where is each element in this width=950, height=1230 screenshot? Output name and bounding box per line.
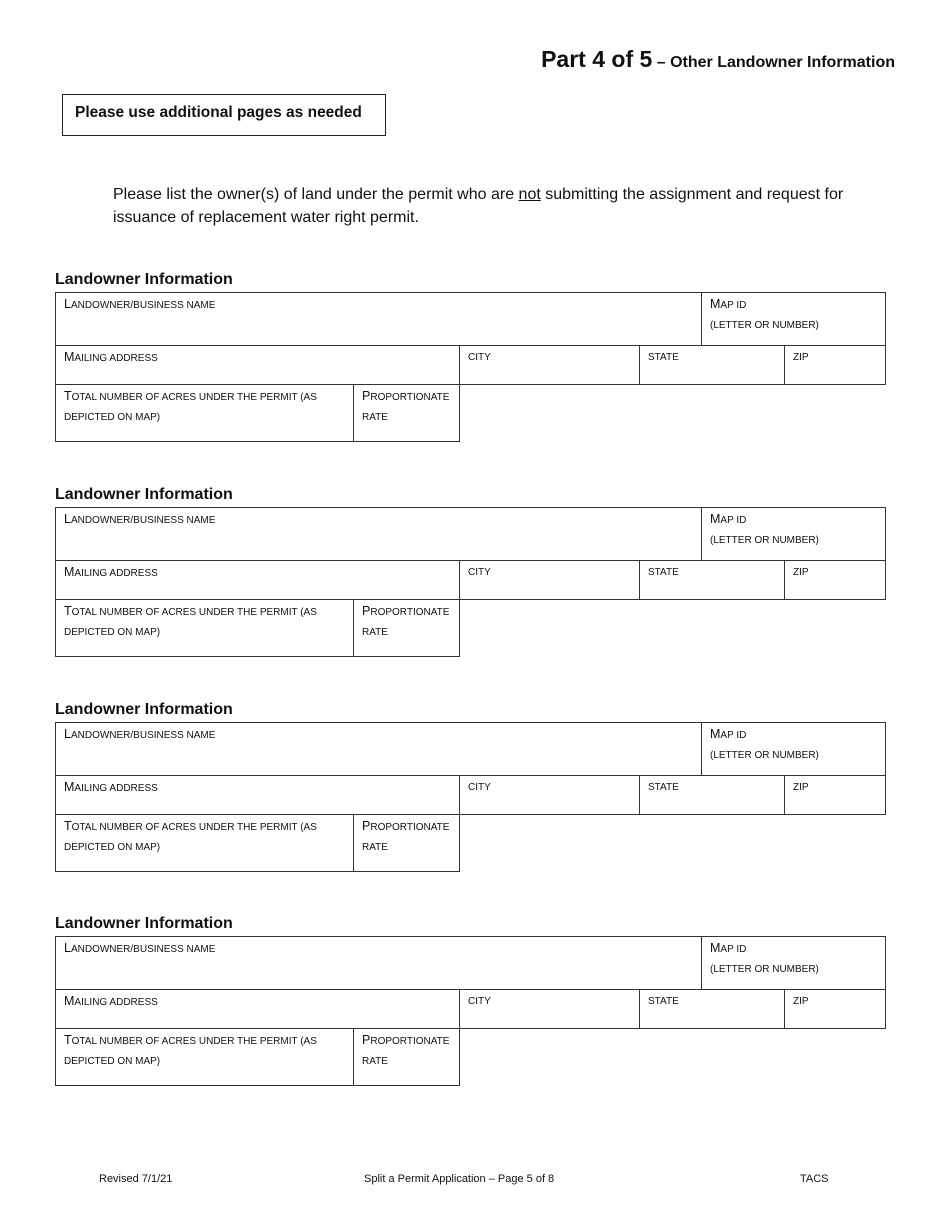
proportionate-rate-field[interactable]: PROPORTIONATE RATE <box>353 384 460 442</box>
instructions-after: submitting the assignment and request for issuance of replacement water right permit. <box>113 186 844 226</box>
proportionate-rate-field[interactable]: PROPORTIONATE RATE <box>353 1028 460 1086</box>
map-id-field[interactable]: MAP ID (LETTER OR NUMBER) <box>701 507 886 561</box>
instructions-text <box>113 183 853 229</box>
city-field[interactable]: CITY <box>459 345 640 385</box>
landowner-name-field[interactable]: LANDOWNER/BUSINESS NAME <box>55 507 702 561</box>
total-acres-field[interactable]: TOTAL NUMBER OF ACRES UNDER THE PERMIT (AS DEPICTED ON MAP) <box>55 599 354 657</box>
section-title: Landowner Information <box>55 701 233 718</box>
total-acres-field[interactable]: TOTAL NUMBER OF ACRES UNDER THE PERMIT (AS DEPICTED ON MAP) <box>55 1028 354 1086</box>
map-id-field[interactable]: MAP ID (LETTER OR NUMBER) <box>701 722 886 776</box>
zip-field[interactable]: ZIP <box>784 560 886 600</box>
section-title: Landowner Information <box>55 486 233 503</box>
section-title: Landowner Information <box>55 915 233 932</box>
zip-field[interactable]: ZIP <box>784 345 886 385</box>
landowner-name-field[interactable]: LANDOWNER/BUSINESS NAME <box>55 722 702 776</box>
city-field[interactable]: CITY <box>459 989 640 1029</box>
landowner-section-3 <box>55 701 886 881</box>
footer-tacs: TACS <box>800 1173 829 1185</box>
mailing-address-field[interactable]: MAILING ADDRESS <box>55 345 460 385</box>
landowner-section-2 <box>55 486 886 666</box>
state-field[interactable]: STATE <box>639 775 785 815</box>
state-field[interactable]: STATE <box>639 560 785 600</box>
landowner-name-field[interactable]: LANDOWNER/BUSINESS NAME <box>55 936 702 990</box>
footer-page-info: Split a Permit Application – Page 5 of 8 <box>364 1173 555 1185</box>
mailing-address-field[interactable]: MAILING ADDRESS <box>55 560 460 600</box>
section-title: Landowner Information <box>55 271 233 288</box>
footer-revised: Revised 7/1/21 <box>99 1173 173 1185</box>
map-id-field[interactable]: MAP ID (LETTER OR NUMBER) <box>701 292 886 346</box>
landowner-name-field[interactable]: LANDOWNER/BUSINESS NAME <box>55 292 702 346</box>
mailing-address-field[interactable]: MAILING ADDRESS <box>55 775 460 815</box>
state-field[interactable]: STATE <box>639 345 785 385</box>
instructions-before: Please list the owner(s) of land under the permit who are <box>113 186 519 203</box>
landowner-section-1 <box>55 271 886 451</box>
city-field[interactable]: CITY <box>459 560 640 600</box>
page-title <box>541 46 895 73</box>
proportionate-rate-field[interactable]: PROPORTIONATE RATE <box>353 599 460 657</box>
part-subtitle: – Other Landowner Information <box>656 54 895 71</box>
total-acres-field[interactable]: TOTAL NUMBER OF ACRES UNDER THE PERMIT (AS DEPICTED ON MAP) <box>55 814 354 872</box>
map-id-field[interactable]: MAP ID (LETTER OR NUMBER) <box>701 936 886 990</box>
state-field[interactable]: STATE <box>639 989 785 1029</box>
zip-field[interactable]: ZIP <box>784 775 886 815</box>
total-acres-field[interactable]: TOTAL NUMBER OF ACRES UNDER THE PERMIT (AS DEPICTED ON MAP) <box>55 384 354 442</box>
landowner-section-4 <box>55 915 886 1095</box>
additional-pages-notice: Please use additional pages as needed <box>62 94 386 136</box>
zip-field[interactable]: ZIP <box>784 989 886 1029</box>
instructions-emphasis: not <box>518 186 541 203</box>
part-number: Part 4 of 5 <box>541 46 653 72</box>
proportionate-rate-field[interactable]: PROPORTIONATE RATE <box>353 814 460 872</box>
mailing-address-field[interactable]: MAILING ADDRESS <box>55 989 460 1029</box>
city-field[interactable]: CITY <box>459 775 640 815</box>
